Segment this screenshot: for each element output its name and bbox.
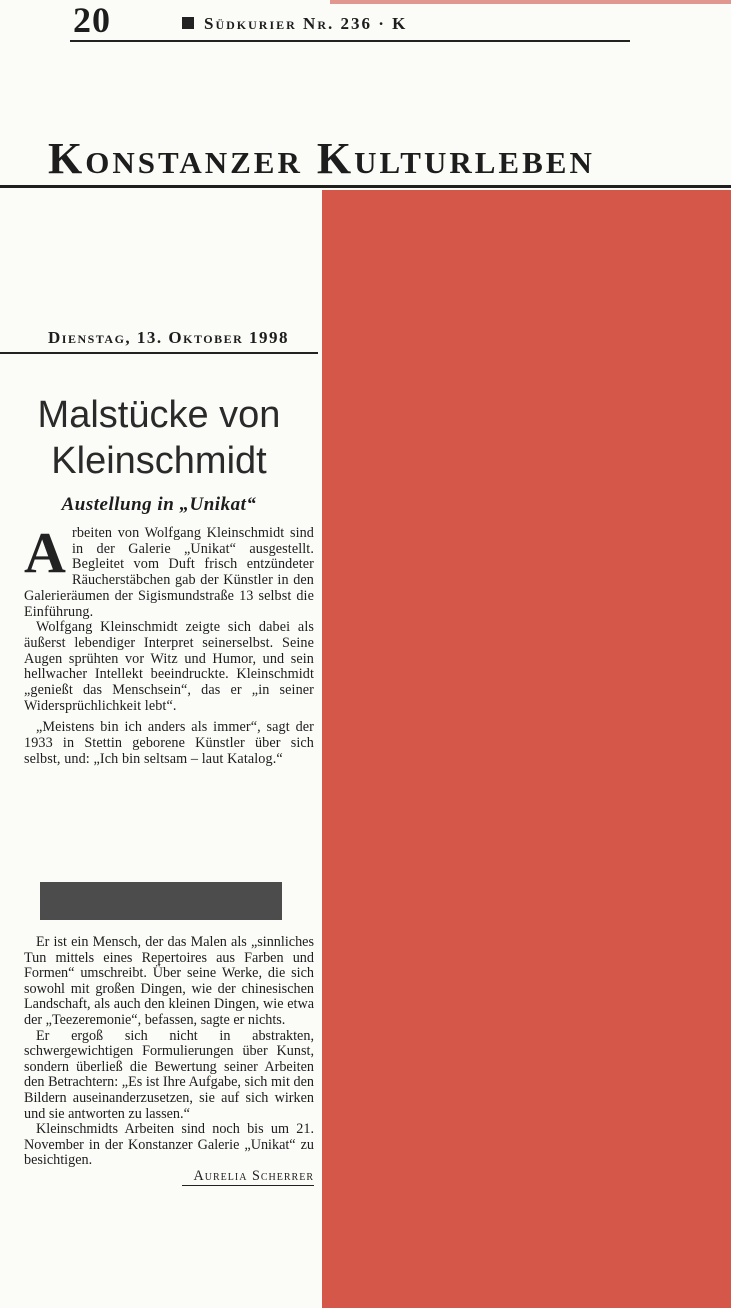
paragraph-5: Er ergoß sich nicht in abstrakten, schwergewichtigen Formulierungen über Kunst, sondern überließ die Bewertung seiner Arbeiten den Betrachtern: „Es ist Ihre Aufgabe, sich mit den Bildern auseinanderzusetzen, sie auf sich wirken und sie antworten zu lassen.“	[24, 1027, 314, 1122]
headline	[0, 392, 318, 484]
article-body-top	[24, 520, 314, 768]
paragraph-2: Wolfgang Kleinschmidt zeigte sich dabei als äußerst lebendiger Interpret seinerselbst. Seine Augen sprühten vor Witz und Humor, und sein hellwacher Intellekt beeindruckte. Kleinschmidt „genießt das Menschsein“, das er „in seiner Widersprüchlichkeit lebt“.	[24, 619, 314, 714]
paragraph-3: „Meistens bin ich anders als immer“, sagt der 1933 in Stettin geborene Künstler über sich selbst, und: „Ich bin seltsam – laut Katalog.“	[24, 719, 314, 767]
page-number: 20	[73, 0, 111, 40]
subheadline: Austellung in „Unikat“	[61, 494, 257, 515]
paragraph-1-text: rbeiten von Wolfgang Kleinschmidt sind in der Galerie „Unikat“ ausgestellt. Begleitet vom Duft frisch entzündeter Räucherstäbchen gab der Künstler in den Galerieräumen der Sigismundstraße 13 selbst die Einführung.	[24, 525, 314, 620]
section-rule	[0, 185, 731, 188]
square-bullet-icon	[182, 17, 194, 29]
redaction-bar	[40, 882, 282, 920]
paragraph-6	[24, 1122, 314, 1169]
top-edge-stripe	[330, 0, 731, 4]
masthead-text: Südkurier Nr. 236 · K	[204, 14, 408, 33]
headline-line-2: Kleinschmidt	[51, 440, 267, 482]
dateline-rule	[0, 352, 318, 354]
byline	[24, 1169, 314, 1186]
author-name: Aurelia Scherrer	[182, 1169, 314, 1186]
section-title: Konstanzer Kulturleben	[48, 134, 595, 183]
masthead-rule	[70, 40, 630, 42]
paragraph-4: Er ist ein Mensch, der das Malen als „sinnliches Tun mittels eines Repertoires aus Farben und Formen“ umschreibt. Über seine Werke, die sich sowohl mit großen Dingen, wie der chinesischen Landschaft, als auch den kleinen Dingen, wie etwa der „Teezeremonie“, befassen, sagte er nichts.	[24, 934, 314, 1028]
red-block	[322, 190, 731, 1308]
masthead	[182, 14, 407, 34]
drop-cap: A	[24, 520, 66, 585]
dateline: Dienstag, 13. Oktober 1998	[48, 328, 290, 347]
article-body-bottom	[24, 935, 314, 1186]
paragraph-6-text: Kleinschmidts Arbeiten sind noch bis um 21. November in der Konstanzer Galerie „Unikat“ zu besichtigen.	[24, 1121, 314, 1169]
headline-line-1: Malstücke von	[37, 394, 281, 436]
paragraph-1	[24, 520, 314, 620]
